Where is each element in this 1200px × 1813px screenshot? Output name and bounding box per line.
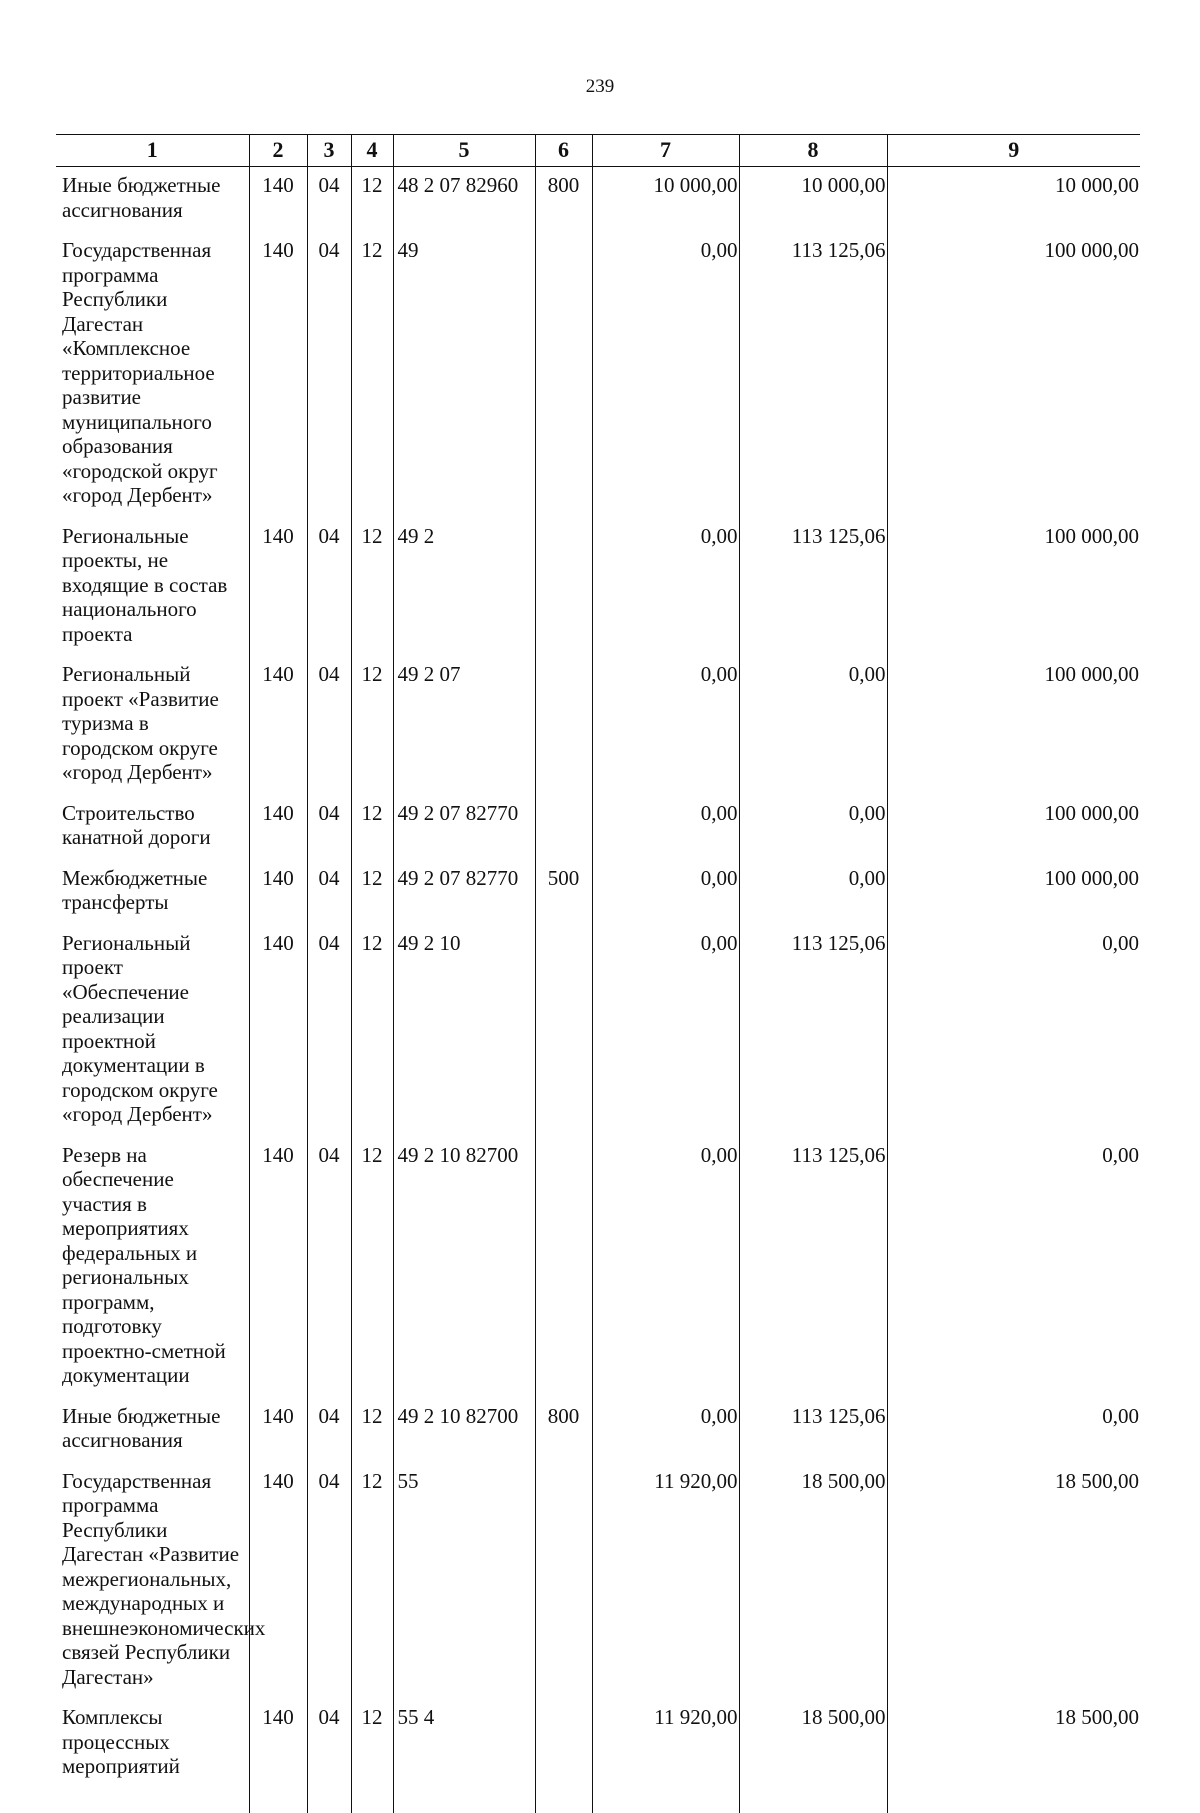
row-col-3: 04 xyxy=(307,799,351,864)
header-col-1: 1 xyxy=(56,135,249,167)
row-col-2: 140 xyxy=(249,1141,307,1402)
row-col-6 xyxy=(535,1141,592,1402)
row-name: Иные бюджетные ассигнования xyxy=(62,173,221,222)
row-name: Государственная программа Республики Дагестан «Комплексное территориальное развитие муниципального образования «городской округ «город Дербент» xyxy=(62,238,218,507)
header-col-7: 7 xyxy=(592,135,739,167)
row-col-8: 18 500,00 xyxy=(739,1467,887,1704)
row-col-2: 140 xyxy=(249,236,307,522)
table-row xyxy=(56,522,1140,661)
empty-cell xyxy=(307,1793,351,1813)
table-row xyxy=(56,864,1140,929)
row-col-2: 140 xyxy=(249,864,307,929)
empty-cell xyxy=(887,1793,1140,1813)
table-row xyxy=(56,1402,1140,1467)
row-col-8: 18 500,00 xyxy=(739,1703,887,1793)
row-col-5: 49 2 10 82700 xyxy=(393,1141,535,1402)
header-col-9: 9 xyxy=(887,135,1140,167)
header-col-6: 6 xyxy=(535,135,592,167)
row-col-7: 0,00 xyxy=(592,522,739,661)
row-col-3: 04 xyxy=(307,236,351,522)
row-col-6 xyxy=(535,1703,592,1793)
row-col-3: 04 xyxy=(307,864,351,929)
row-col-7: 11 920,00 xyxy=(592,1703,739,1793)
row-col-8: 0,00 xyxy=(739,660,887,799)
row-col-5: 49 2 07 82770 xyxy=(393,864,535,929)
row-col-3: 04 xyxy=(307,1467,351,1704)
empty-cell xyxy=(592,1793,739,1813)
row-col-5: 48 2 07 82960 xyxy=(393,167,535,237)
row-col-4: 12 xyxy=(351,660,393,799)
row-col-6 xyxy=(535,1467,592,1704)
row-col-8: 113 125,06 xyxy=(739,1141,887,1402)
row-col-5: 49 2 07 xyxy=(393,660,535,799)
row-name: Государственная программа Республики Дагестан «Развитие межрегиональных, международных и внешнеэкономических связей Республики Дагестан» xyxy=(62,1468,266,1689)
row-name: Региональные проекты, не входящие в состав национального проекта xyxy=(62,523,228,646)
empty-cell xyxy=(739,1793,887,1813)
row-col-4: 12 xyxy=(351,1467,393,1704)
header-col-4: 4 xyxy=(351,135,393,167)
row-col-5: 49 2 xyxy=(393,522,535,661)
row-col-2: 140 xyxy=(249,1703,307,1793)
empty-cell xyxy=(56,1793,249,1813)
row-col-6 xyxy=(535,236,592,522)
empty-cell xyxy=(393,1793,535,1813)
table-body xyxy=(56,167,1140,1813)
row-col-9: 0,00 xyxy=(887,929,1140,1141)
row-col-2: 140 xyxy=(249,929,307,1141)
row-col-3: 04 xyxy=(307,522,351,661)
row-col-3: 04 xyxy=(307,1402,351,1467)
header-col-5: 5 xyxy=(393,135,535,167)
row-name: Региональный проект «Обеспечение реализации проектной документации в городском округе «город Дербент» xyxy=(62,930,218,1126)
header-row xyxy=(56,135,1140,167)
row-col-3: 04 xyxy=(307,167,351,237)
row-col-7: 0,00 xyxy=(592,799,739,864)
row-col-6 xyxy=(535,660,592,799)
row-name: Строительство канатной дороги xyxy=(62,800,211,849)
row-col-4: 12 xyxy=(351,1402,393,1467)
row-col-5: 49 2 10 82700 xyxy=(393,1402,535,1467)
row-col-8: 113 125,06 xyxy=(739,522,887,661)
row-col-5: 49 2 07 82770 xyxy=(393,799,535,864)
header-col-3: 3 xyxy=(307,135,351,167)
row-col-6 xyxy=(535,522,592,661)
row-col-4: 12 xyxy=(351,799,393,864)
table-row xyxy=(56,660,1140,799)
row-col-2: 140 xyxy=(249,167,307,237)
row-col-5: 49 2 10 xyxy=(393,929,535,1141)
row-col-6: 800 xyxy=(535,167,592,237)
row-col-6 xyxy=(535,799,592,864)
row-name: Резерв на обеспечение участия в мероприятиях федеральных и региональных программ, подготовку проектно-сметной документации xyxy=(62,1142,226,1387)
row-col-7: 0,00 xyxy=(592,929,739,1141)
row-col-9: 10 000,00 xyxy=(887,167,1140,237)
row-col-5: 49 xyxy=(393,236,535,522)
row-col-2: 140 xyxy=(249,799,307,864)
row-col-7: 0,00 xyxy=(592,660,739,799)
table-row xyxy=(56,236,1140,522)
row-col-9: 100 000,00 xyxy=(887,864,1140,929)
row-col-6: 800 xyxy=(535,1402,592,1467)
empty-cell xyxy=(249,1793,307,1813)
row-col-8: 113 125,06 xyxy=(739,929,887,1141)
row-col-7: 0,00 xyxy=(592,864,739,929)
row-col-4: 12 xyxy=(351,1141,393,1402)
row-col-3: 04 xyxy=(307,660,351,799)
row-col-3: 04 xyxy=(307,929,351,1141)
row-col-4: 12 xyxy=(351,864,393,929)
header-col-2: 2 xyxy=(249,135,307,167)
row-col-5: 55 xyxy=(393,1467,535,1704)
row-col-9: 100 000,00 xyxy=(887,236,1140,522)
row-col-3: 04 xyxy=(307,1703,351,1793)
table-row xyxy=(56,1703,1140,1793)
row-col-2: 140 xyxy=(249,522,307,661)
table-continuation xyxy=(56,1793,1140,1813)
row-col-7: 0,00 xyxy=(592,236,739,522)
row-col-9: 100 000,00 xyxy=(887,799,1140,864)
row-col-9: 100 000,00 xyxy=(887,522,1140,661)
row-col-7: 11 920,00 xyxy=(592,1467,739,1704)
table-row xyxy=(56,1467,1140,1704)
budget-table xyxy=(56,134,1140,1813)
row-col-5: 55 4 xyxy=(393,1703,535,1793)
row-col-2: 140 xyxy=(249,660,307,799)
row-name: Межбюджетные трансферты xyxy=(62,865,208,914)
page-number: 239 xyxy=(585,76,615,97)
row-col-2: 140 xyxy=(249,1402,307,1467)
row-col-8: 113 125,06 xyxy=(739,1402,887,1467)
row-col-9: 18 500,00 xyxy=(887,1703,1140,1793)
table-row xyxy=(56,929,1140,1141)
row-col-8: 10 000,00 xyxy=(739,167,887,237)
row-col-4: 12 xyxy=(351,522,393,661)
table-row xyxy=(56,167,1140,237)
row-col-6: 500 xyxy=(535,864,592,929)
row-name: Региональный проект «Развитие туризма в городском округе «город Дербент» xyxy=(62,662,219,784)
row-col-4: 12 xyxy=(351,929,393,1141)
row-col-7: 0,00 xyxy=(592,1141,739,1402)
row-col-8: 0,00 xyxy=(739,799,887,864)
row-col-9: 0,00 xyxy=(887,1141,1140,1402)
row-col-6 xyxy=(535,929,592,1141)
row-col-3: 04 xyxy=(307,1141,351,1402)
empty-cell xyxy=(351,1793,393,1813)
row-col-4: 12 xyxy=(351,1703,393,1793)
row-col-7: 10 000,00 xyxy=(592,167,739,237)
row-col-4: 12 xyxy=(351,167,393,237)
header-col-8: 8 xyxy=(739,135,887,167)
row-col-8: 113 125,06 xyxy=(739,236,887,522)
row-col-2: 140 xyxy=(249,1467,307,1704)
table-row xyxy=(56,1141,1140,1402)
row-name: Иные бюджетные ассигнования xyxy=(62,1403,221,1452)
table-row xyxy=(56,799,1140,864)
row-col-9: 0,00 xyxy=(887,1402,1140,1467)
row-name: Комплексы процессных мероприятий xyxy=(62,1705,180,1778)
row-col-7: 0,00 xyxy=(592,1402,739,1467)
row-col-8: 0,00 xyxy=(739,864,887,929)
row-col-9: 18 500,00 xyxy=(887,1467,1140,1704)
empty-cell xyxy=(535,1793,592,1813)
row-col-4: 12 xyxy=(351,236,393,522)
row-col-9: 100 000,00 xyxy=(887,660,1140,799)
